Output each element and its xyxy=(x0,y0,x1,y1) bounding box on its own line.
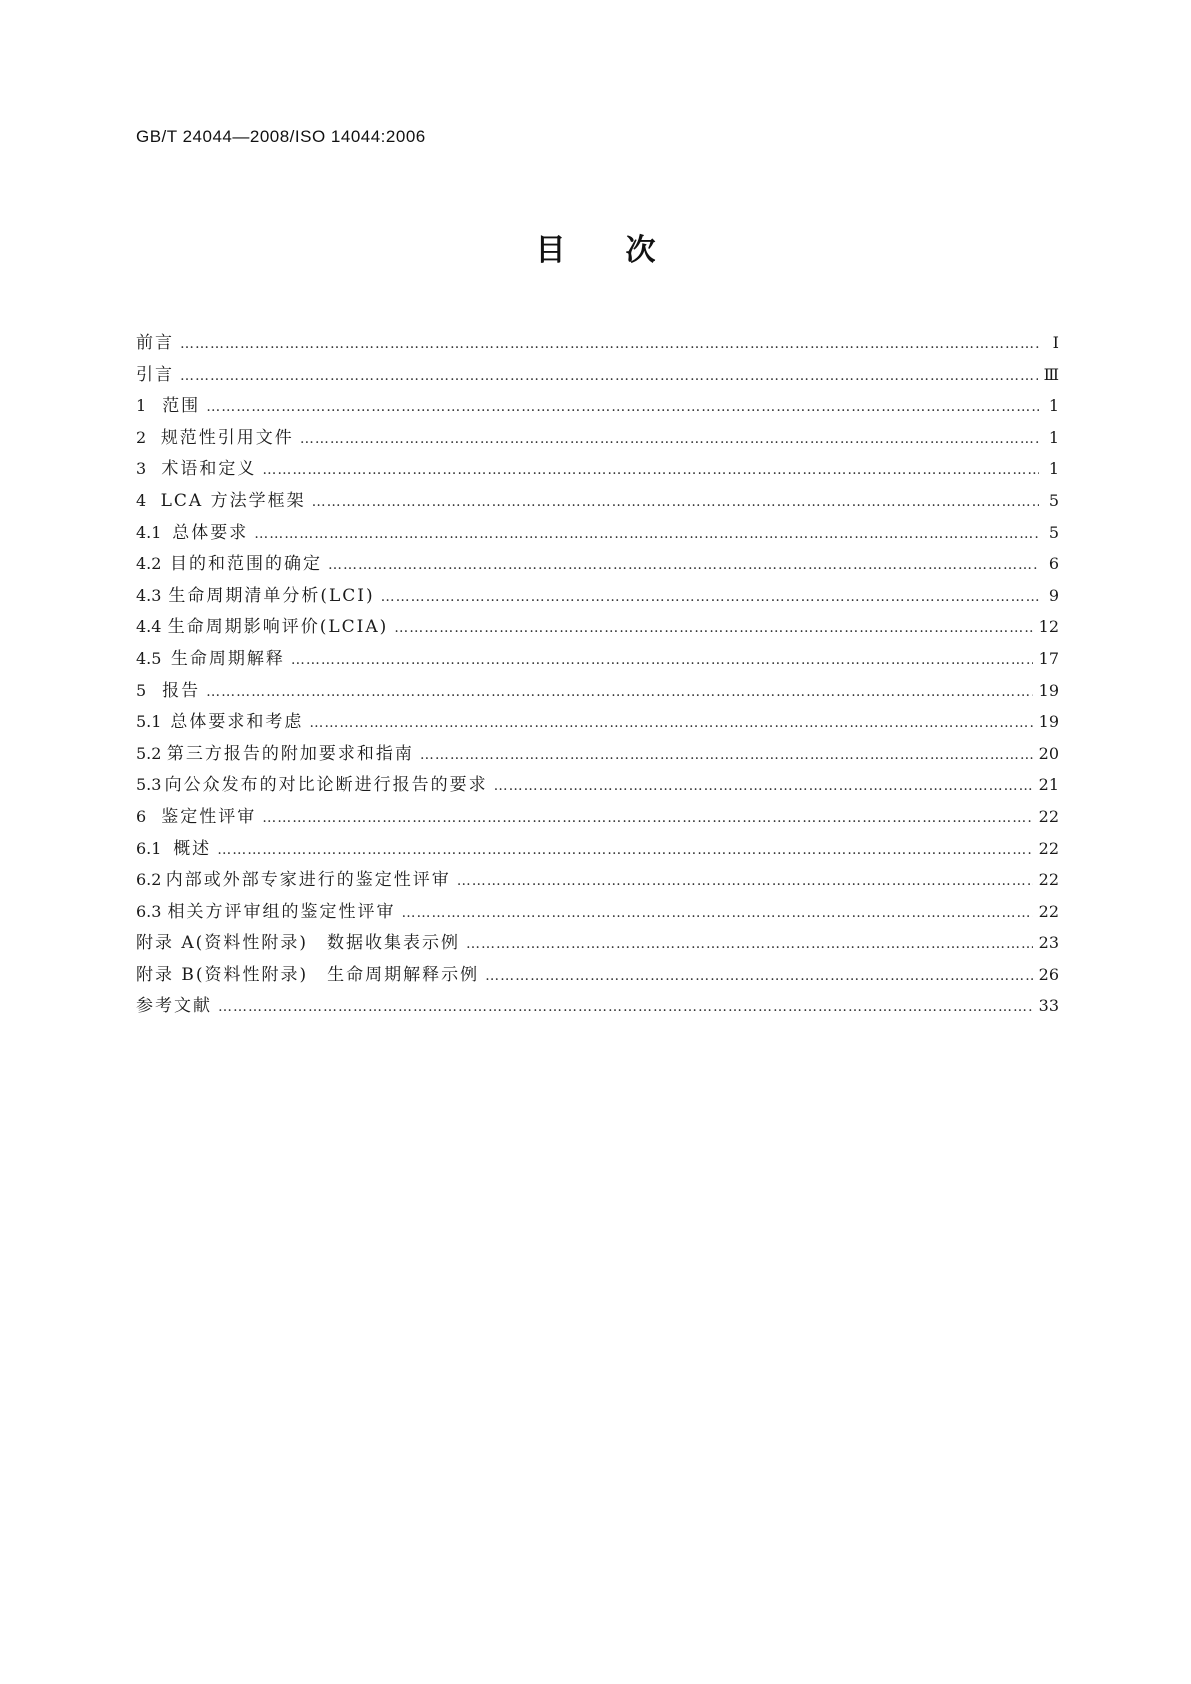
toc-entry[interactable] xyxy=(136,549,1059,581)
toc-entry[interactable] xyxy=(136,612,1059,644)
toc-entry-label: 前言 xyxy=(136,333,174,353)
toc-page-number: 23 xyxy=(1038,933,1059,953)
toc-dot-leader xyxy=(420,747,1033,763)
toc-page-number: 1 xyxy=(1048,427,1059,447)
toc-page-number: Ⅲ xyxy=(1043,364,1059,384)
toc-entry-label: 总体要求 xyxy=(172,522,249,543)
toc-dot-leader xyxy=(262,462,1039,478)
toc-dot-leader xyxy=(254,526,1039,542)
toc-page-number: 19 xyxy=(1038,712,1059,732)
toc-page-number: 22 xyxy=(1038,806,1059,826)
toc-page-number: 33 xyxy=(1038,996,1059,1016)
toc-entry-number: 2 xyxy=(136,427,147,447)
toc-entry-label: 范围 xyxy=(162,396,201,417)
toc-dot-leader xyxy=(394,620,1032,636)
toc-entry[interactable] xyxy=(136,644,1059,676)
toc-entry-label: 总体要求和考虑 xyxy=(170,712,304,733)
toc-entry[interactable] xyxy=(136,454,1059,486)
toc-page-number: 6 xyxy=(1048,554,1059,574)
toc-page-number: 1 xyxy=(1048,396,1059,416)
toc-entry-number: 6 xyxy=(136,806,147,826)
toc-dot-leader xyxy=(262,810,1032,826)
toc-entry-label: 内部或外部专家进行的鉴定性评审 xyxy=(165,870,451,891)
toc-entry-number: 5.1 xyxy=(136,712,162,732)
toc-entry[interactable] xyxy=(136,518,1059,550)
toc-entry-number: 6.3 xyxy=(136,901,162,921)
toc-dot-leader xyxy=(300,431,1039,447)
toc-entry-label: 附录 A(资料性附录) 数据收集表示例 xyxy=(136,933,460,954)
toc-dot-leader xyxy=(206,684,1033,700)
toc-dot-leader xyxy=(218,999,1033,1015)
toc-entry[interactable] xyxy=(136,897,1059,929)
toc-entry-number: 4.4 xyxy=(136,617,162,637)
toc-entry-label: 生命周期解释 xyxy=(170,648,285,669)
toc-entry-label: 概述 xyxy=(173,838,212,859)
toc-entry-number: 4.2 xyxy=(136,554,162,574)
toc-entry[interactable] xyxy=(136,423,1059,455)
toc-entry[interactable] xyxy=(136,676,1059,708)
toc-entry-label: 生命周期清单分析(LCI) xyxy=(168,585,375,606)
toc-entry-label: 参考文献 xyxy=(136,996,212,1017)
toc-dot-leader xyxy=(457,873,1033,889)
toc-entry-label: 向公众发布的对比论断进行报告的要求 xyxy=(164,775,488,796)
toc-entry[interactable] xyxy=(136,707,1059,739)
toc-dot-leader xyxy=(402,905,1033,921)
toc-dot-leader xyxy=(466,936,1033,952)
toc-entry-label: LCA 方法学框架 xyxy=(160,490,306,511)
toc-entry-number: 3 xyxy=(136,459,147,479)
toc-entry[interactable] xyxy=(136,802,1059,834)
toc-entry-label: 报告 xyxy=(162,680,201,701)
toc-entry[interactable] xyxy=(136,770,1059,802)
toc-entry-label: 目的和范围的确定 xyxy=(169,554,322,575)
table-of-contents xyxy=(136,328,1059,1023)
toc-entry[interactable] xyxy=(136,391,1059,423)
toc-dot-leader xyxy=(494,778,1033,794)
toc-entry[interactable] xyxy=(136,581,1059,613)
toc-page-number: 9 xyxy=(1048,585,1059,605)
toc-page-number: 20 xyxy=(1038,743,1059,763)
toc-entry-label: 术语和定义 xyxy=(161,459,257,480)
toc-dot-leader xyxy=(309,715,1032,731)
toc-page-number: Ⅰ xyxy=(1052,333,1059,352)
toc-entry[interactable] xyxy=(136,328,1059,360)
toc-entry[interactable] xyxy=(136,834,1059,866)
toc-entry-number: 6.2 xyxy=(136,870,162,890)
toc-entry-label: 相关方评审组的鉴定性评审 xyxy=(167,901,396,922)
toc-entry-label: 鉴定性评审 xyxy=(161,806,257,827)
toc-dot-leader xyxy=(291,652,1033,668)
toc-page-number: 21 xyxy=(1038,775,1059,795)
toc-dot-leader xyxy=(180,336,1039,352)
toc-entry[interactable] xyxy=(136,360,1059,392)
toc-dot-leader xyxy=(312,494,1039,510)
toc-page-number: 22 xyxy=(1038,901,1059,921)
toc-entry-number: 1 xyxy=(136,396,147,416)
toc-entry-number: 6.1 xyxy=(136,838,162,858)
toc-page-number: 26 xyxy=(1038,964,1059,984)
toc-page-number: 22 xyxy=(1038,838,1059,858)
toc-entry-number: 4.1 xyxy=(136,522,162,542)
toc-entry-label: 引言 xyxy=(136,364,174,385)
toc-entry[interactable] xyxy=(136,739,1059,771)
toc-page-number: 5 xyxy=(1048,522,1059,542)
toc-dot-leader xyxy=(328,557,1039,573)
toc-page-number: 1 xyxy=(1048,459,1059,479)
toc-entry-number: 4.3 xyxy=(136,585,162,605)
toc-entry[interactable] xyxy=(136,928,1059,960)
toc-entry-number: 4.5 xyxy=(136,648,162,668)
toc-page-number: 17 xyxy=(1038,648,1059,668)
toc-entry-label: 生命周期影响评价(LCIA) xyxy=(167,617,389,638)
toc-page-number: 5 xyxy=(1048,490,1059,510)
toc-entry[interactable] xyxy=(136,486,1059,518)
toc-dot-leader xyxy=(217,842,1032,858)
toc-page-number: 19 xyxy=(1038,680,1059,700)
toc-entry[interactable] xyxy=(136,960,1059,992)
standard-code: GB/T 24044—2008/ISO 14044:2006 xyxy=(136,127,426,146)
toc-entry-number: 5.3 xyxy=(136,775,162,795)
toc-dot-leader xyxy=(180,368,1038,384)
toc-entry-number: 5.2 xyxy=(136,743,162,763)
toc-page-number: 12 xyxy=(1038,617,1059,637)
toc-entry[interactable] xyxy=(136,865,1059,897)
toc-dot-leader xyxy=(381,589,1039,605)
toc-entry-label: 规范性引用文件 xyxy=(160,427,294,448)
toc-dot-leader xyxy=(485,968,1032,984)
toc-entry-number: 5 xyxy=(136,680,147,700)
toc-entry-number: 4 xyxy=(136,490,147,510)
toc-entry-label: 第三方报告的附加要求和指南 xyxy=(166,743,414,764)
toc-dot-leader xyxy=(206,399,1039,415)
toc-entry[interactable] xyxy=(136,991,1059,1023)
toc-entry-label: 附录 B(资料性附录) 生命周期解释示例 xyxy=(136,964,480,985)
page-title: 目次 xyxy=(535,233,716,268)
toc-page-number: 22 xyxy=(1038,870,1059,890)
